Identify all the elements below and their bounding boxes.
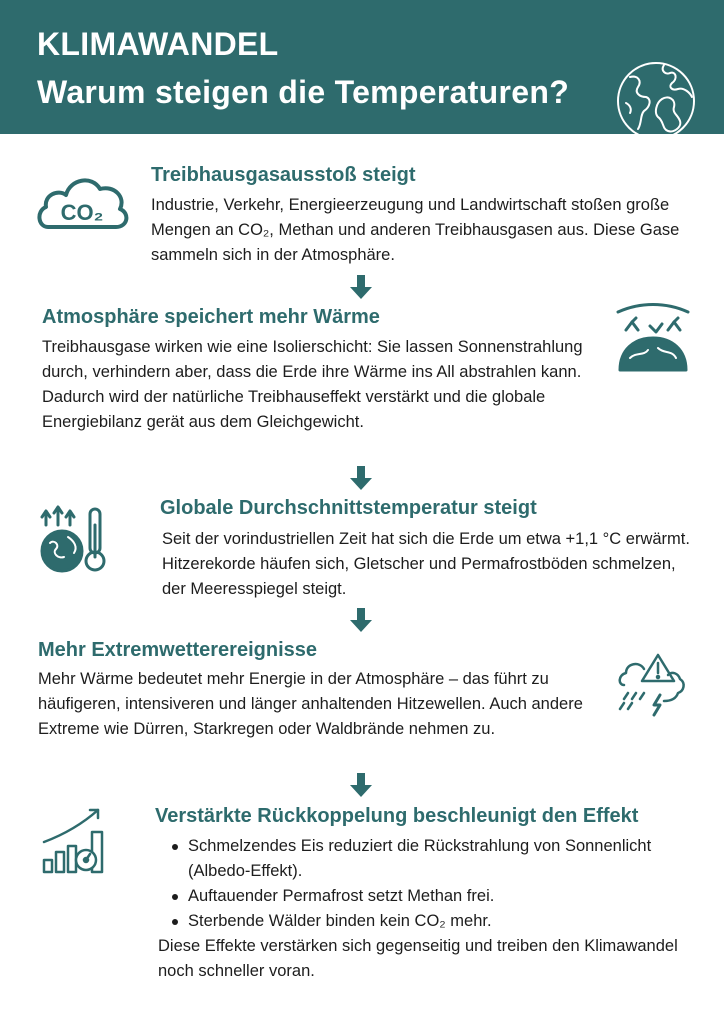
arrow-down-icon: [350, 773, 372, 797]
section-heading-atmosphere: Atmosphäre speichert mehr Wärme: [42, 306, 380, 328]
feedback-bullet-list: [158, 834, 678, 934]
growth-chart-icon: [40, 806, 110, 876]
section-body-temperature: Seit der vorindustriellen Zeit hat sich die Erde um etwa +1,1 °C erwärmt. Hitzerekorde häufen sich, Gletscher und Permafrostböden schmelzen, der Meeresspiegel steigt.: [162, 530, 690, 598]
section-heading-extreme-weather: Mehr Extremwetterereignisse: [38, 639, 318, 661]
section-heading-feedback: Verstärkte Rückkoppelung beschleunigt den Effekt: [155, 805, 639, 827]
section-heading-temperature: Globale Durchschnittstemperatur steigt: [160, 497, 537, 519]
section-body-feedback: Schmelzendes Eis reduziert die Rückstrahlung von Sonnenlicht (Albedo-Effekt). Auftauender Permafrost setzt Methan frei. Sterbende Wälder binden kein CO₂ mehr. Diese Effekte verstärken sich gegenseitig und treiben den Klimawandel noch schneller voran.: [158, 834, 678, 984]
co2-cloud-icon: [34, 171, 130, 233]
globe-icon: [608, 53, 704, 149]
page-title: KLIMAWANDEL: [37, 26, 279, 62]
section-body-atmosphere: Treibhausgase wirken wie eine Isolierschicht: Sie lassen Sonnenstrahlung durch, verhindern aber, dass die Erde ihre Wärme ins All abstrahlen kann. Dadurch wird der natürliche Treibhauseffekt verstärkt und die globale Energiebilanz gerät aus dem Gleichgewicht.: [42, 338, 583, 431]
arrow-down-icon: [350, 275, 372, 299]
earth-thermometer-icon: [38, 503, 108, 575]
list-item: Sterbende Wälder binden kein CO₂ mehr.: [188, 909, 678, 934]
co2-label: CO₂: [60, 200, 104, 225]
storm-warning-icon: [614, 649, 692, 717]
list-item: Schmelzendes Eis reduziert die Rückstrahlung von Sonnenlicht (Albedo-Effekt).: [188, 834, 678, 884]
header-banner: [0, 0, 724, 134]
page-subtitle: Warum steigen die Temperaturen?: [37, 74, 570, 110]
arrow-down-icon: [350, 466, 372, 490]
section-body-extreme-weather: Mehr Wärme bedeutet mehr Energie in der Atmosphäre – das führt zu häufigeren, intensiveren und länger anhaltenden Hitzewellen. Auch andere Extreme wie Dürren, Starkregen oder Waldbrände nehmen zu.: [38, 670, 583, 738]
list-item: Auftauender Permafrost setzt Methan frei.: [188, 884, 678, 909]
section-body-emissions: Industrie, Verkehr, Energieerzeugung und Landwirtschaft stoßen große Mengen an CO₂, Methan und anderen Treibhausgasen aus. Diese Gase sammeln sich in der Atmosphäre.: [151, 196, 680, 264]
arrow-down-icon: [350, 608, 372, 632]
section-heading-emissions: Treibhausgasausstoß steigt: [151, 164, 416, 186]
atmosphere-heat-icon: [614, 302, 692, 372]
